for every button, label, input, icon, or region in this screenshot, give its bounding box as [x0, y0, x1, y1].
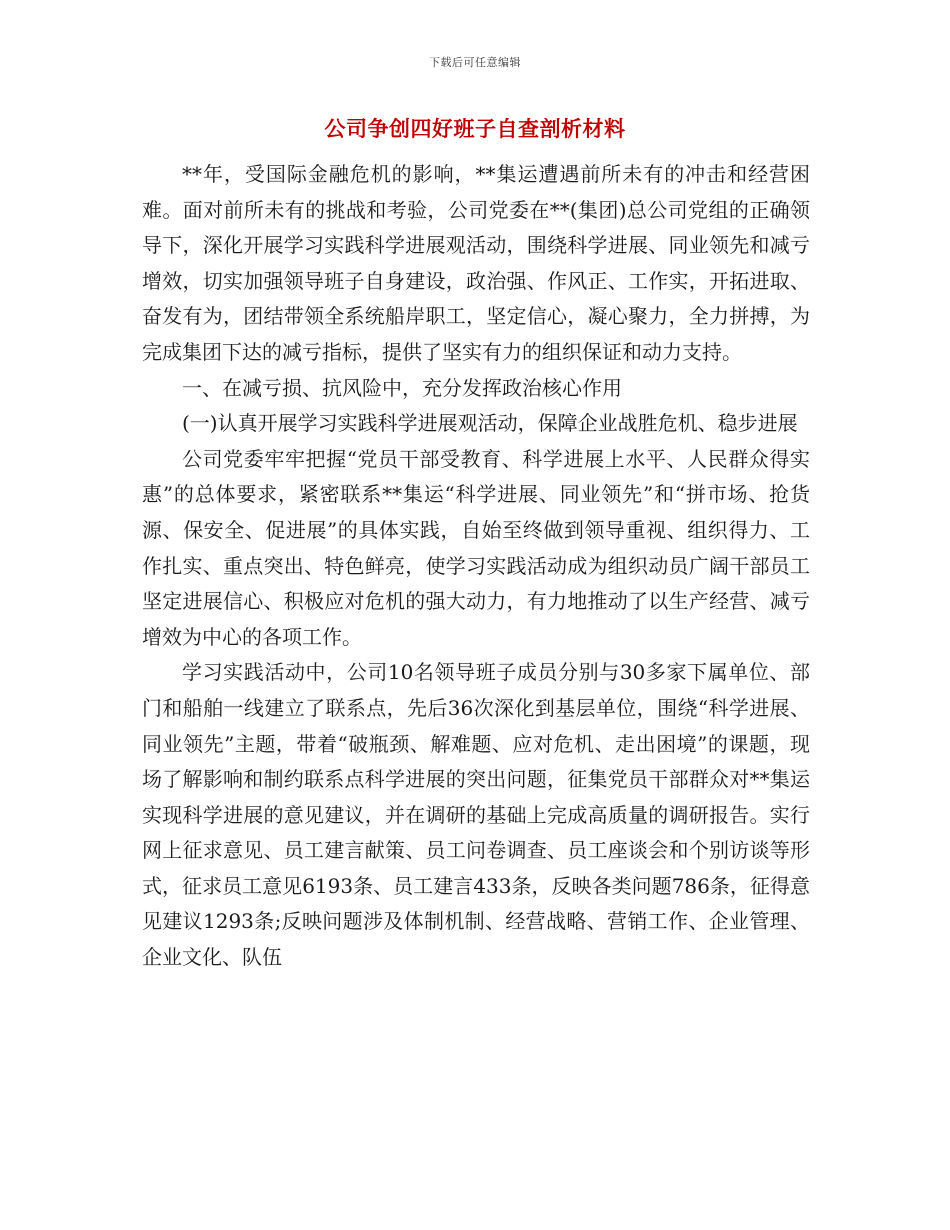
- section-heading-1: 一、在减亏损、抗风险中，充分发挥政治核心作用: [182, 375, 622, 400]
- header-note: 下载后可任意编辑: [429, 56, 521, 69]
- paragraph-intro: **年，受国际金融危机的影响，**集运遭遇前所未有的冲击和经营困难。面对前所未有的挑战和考验，公司党委在**(集团)总公司党组的正确领导下，深化开展学习实践科学进展观活动，围绕科学进展、同业领先和减亏增效，切实加强领导班子自身建设，政治强、作风正、工作实，开拓进取、奋发有为，团结带领全系统船岸职工，坚定信心，凝心聚力，全力拼搏，为完成集团下达的减亏指标，提供了坚实有力的组织保证和动力支持。: [142, 162, 810, 364]
- subsection-heading-1: (一)认真开展学习实践科学进展观活动，保障企业战胜危机、稳步进展: [182, 411, 798, 436]
- paragraph-body: 公司党委牢牢把握“党员干部受教育、科学进展上水平、人民群众得实惠”的总体要求，紧密联系**集运“科学进展、同业领先”和“拼市场、抢货源、保安全、促进展”的具体实践，自始至终做到领导重视、组织得力、工作扎实、重点突出、特色鲜亮，使学习实践活动成为组织动员广阔干部员工坚定进展信心、积极应对危机的强大动力，有力地推动了以生产经营、减亏增效为中心的各项工作。: [142, 446, 810, 649]
- document-body: [142, 157, 810, 976]
- document-title: 公司争创四好班子自查剖析材料: [324, 116, 626, 141]
- paragraph-body: 学习实践活动中，公司10名领导班子成员分别与30多家下属单位、部门和船舶一线建立了联系点，先后36次深化到基层单位，围绕“科学进展、同业领先”主题，带着“破瓶颈、解难题、应对危机、走出困境”的课题，现场了解影响和制约联系点科学进展的突出问题，征集党员干部群众对**集运实现科学进展的意见建议，并在调研的基础上完成高质量的调研报告。实行网上征求意见、员工建言献策、员工问卷调查、员工座谈会和个别访谈等形式，征求员工意见6193条、员工建言433条，反映各类问题786条，征得意见建议1293条;反映问题涉及体制机制、经营战略、营销工作、企业管理、企业文化、队伍: [142, 660, 810, 970]
